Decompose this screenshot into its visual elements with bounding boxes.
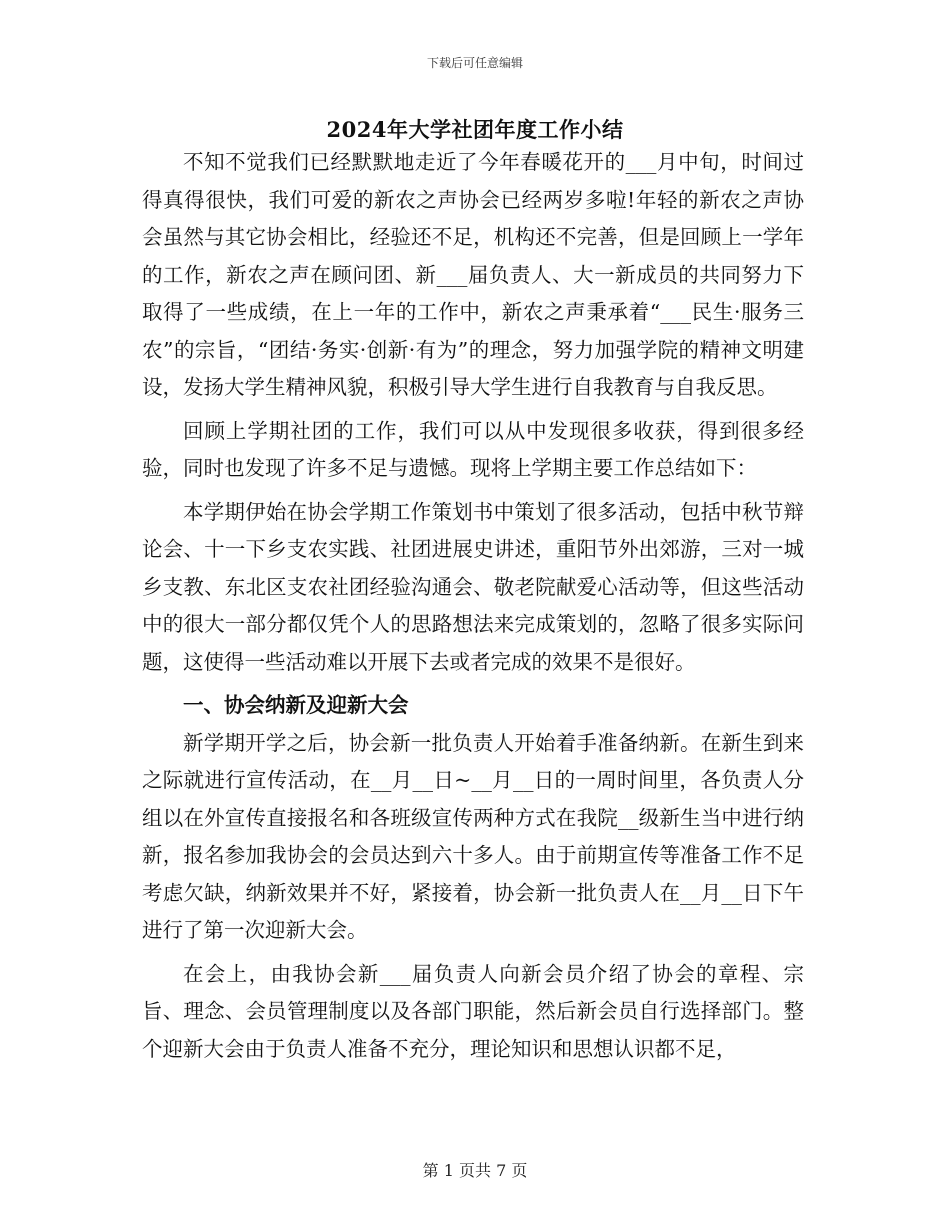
paragraph-recruitment: 新学期开学之后，协会新一批负责人开始着手准备纳新。在新生到来之际就进行宣传活动，在__月__日~__月__日的一周时间里，各负责人分组以在外宣传直接报名和各班级宣传两种方式在我院__级新生当中进行纳新，报名参加我协会的会员达到六十多人。由于前期宣传等准备工作不足考虑欠缺，纳新效果并不好，紧接着，协会新一批负责人在__月__日下午进行了第一次迎新大会。 xyxy=(142,730,804,942)
document-body xyxy=(142,144,804,1068)
header-note: 下载后可任意编辑 xyxy=(426,56,523,70)
paragraph-review: 回顾上学期社团的工作，我们可以从中发现很多收获，得到很多经验，同时也发现了许多不足与遗憾。现将上学期主要工作总结如下： xyxy=(142,418,804,480)
page-number: 第 1 页共 7 页 xyxy=(422,1161,528,1180)
section-heading-recruitment: 一、协会纳新及迎新大会 xyxy=(183,693,409,717)
paragraph-intro: 不知不觉我们已经默默地走近了今年春暖花开的___月中旬，时间过得真得很快，我们可爱的新农之声协会已经两岁多啦!年轻的新农之声协会虽然与其它协会相比，经验还不足，机构还不完善，但是回顾上一学年的工作，新农之声在顾问团、新___届负责人、大一新成员的共同努力下取得了一些成绩，在上一年的工作中，新农之声秉承着“___民生·服务三农”的宗旨，“团结·务实·创新·有为”的理念，努力加强学院的精神文明建设，发扬大学生精神风貌，积极引导大学生进行自我教育与自我反思。 xyxy=(142,150,804,399)
paragraph-welcome-meeting: 在会上，由我协会新___届负责人向新会员介绍了协会的章程、宗旨、理念、会员管理制度以及各部门职能，然后新会员自行选择部门。整个迎新大会由于负责人准备不充分，理论知识和思想认识都不足， xyxy=(142,961,804,1061)
document-title: 2024年大学社团年度工作小结 xyxy=(326,117,624,142)
paragraph-planning: 本学期伊始在协会学期工作策划书中策划了很多活动，包括中秋节辩论会、十一下乡支农实践、社团进展史讲述，重阳节外出郊游，三对一城乡支教、东北区支农社团经验沟通会、敬老院献爱心活动等，但这些活动中的很大一部分都仅凭个人的思路想法来完成策划的，忽略了很多实际问题，这使得一些活动难以开展下去或者完成的效果不是很好。 xyxy=(142,499,804,674)
